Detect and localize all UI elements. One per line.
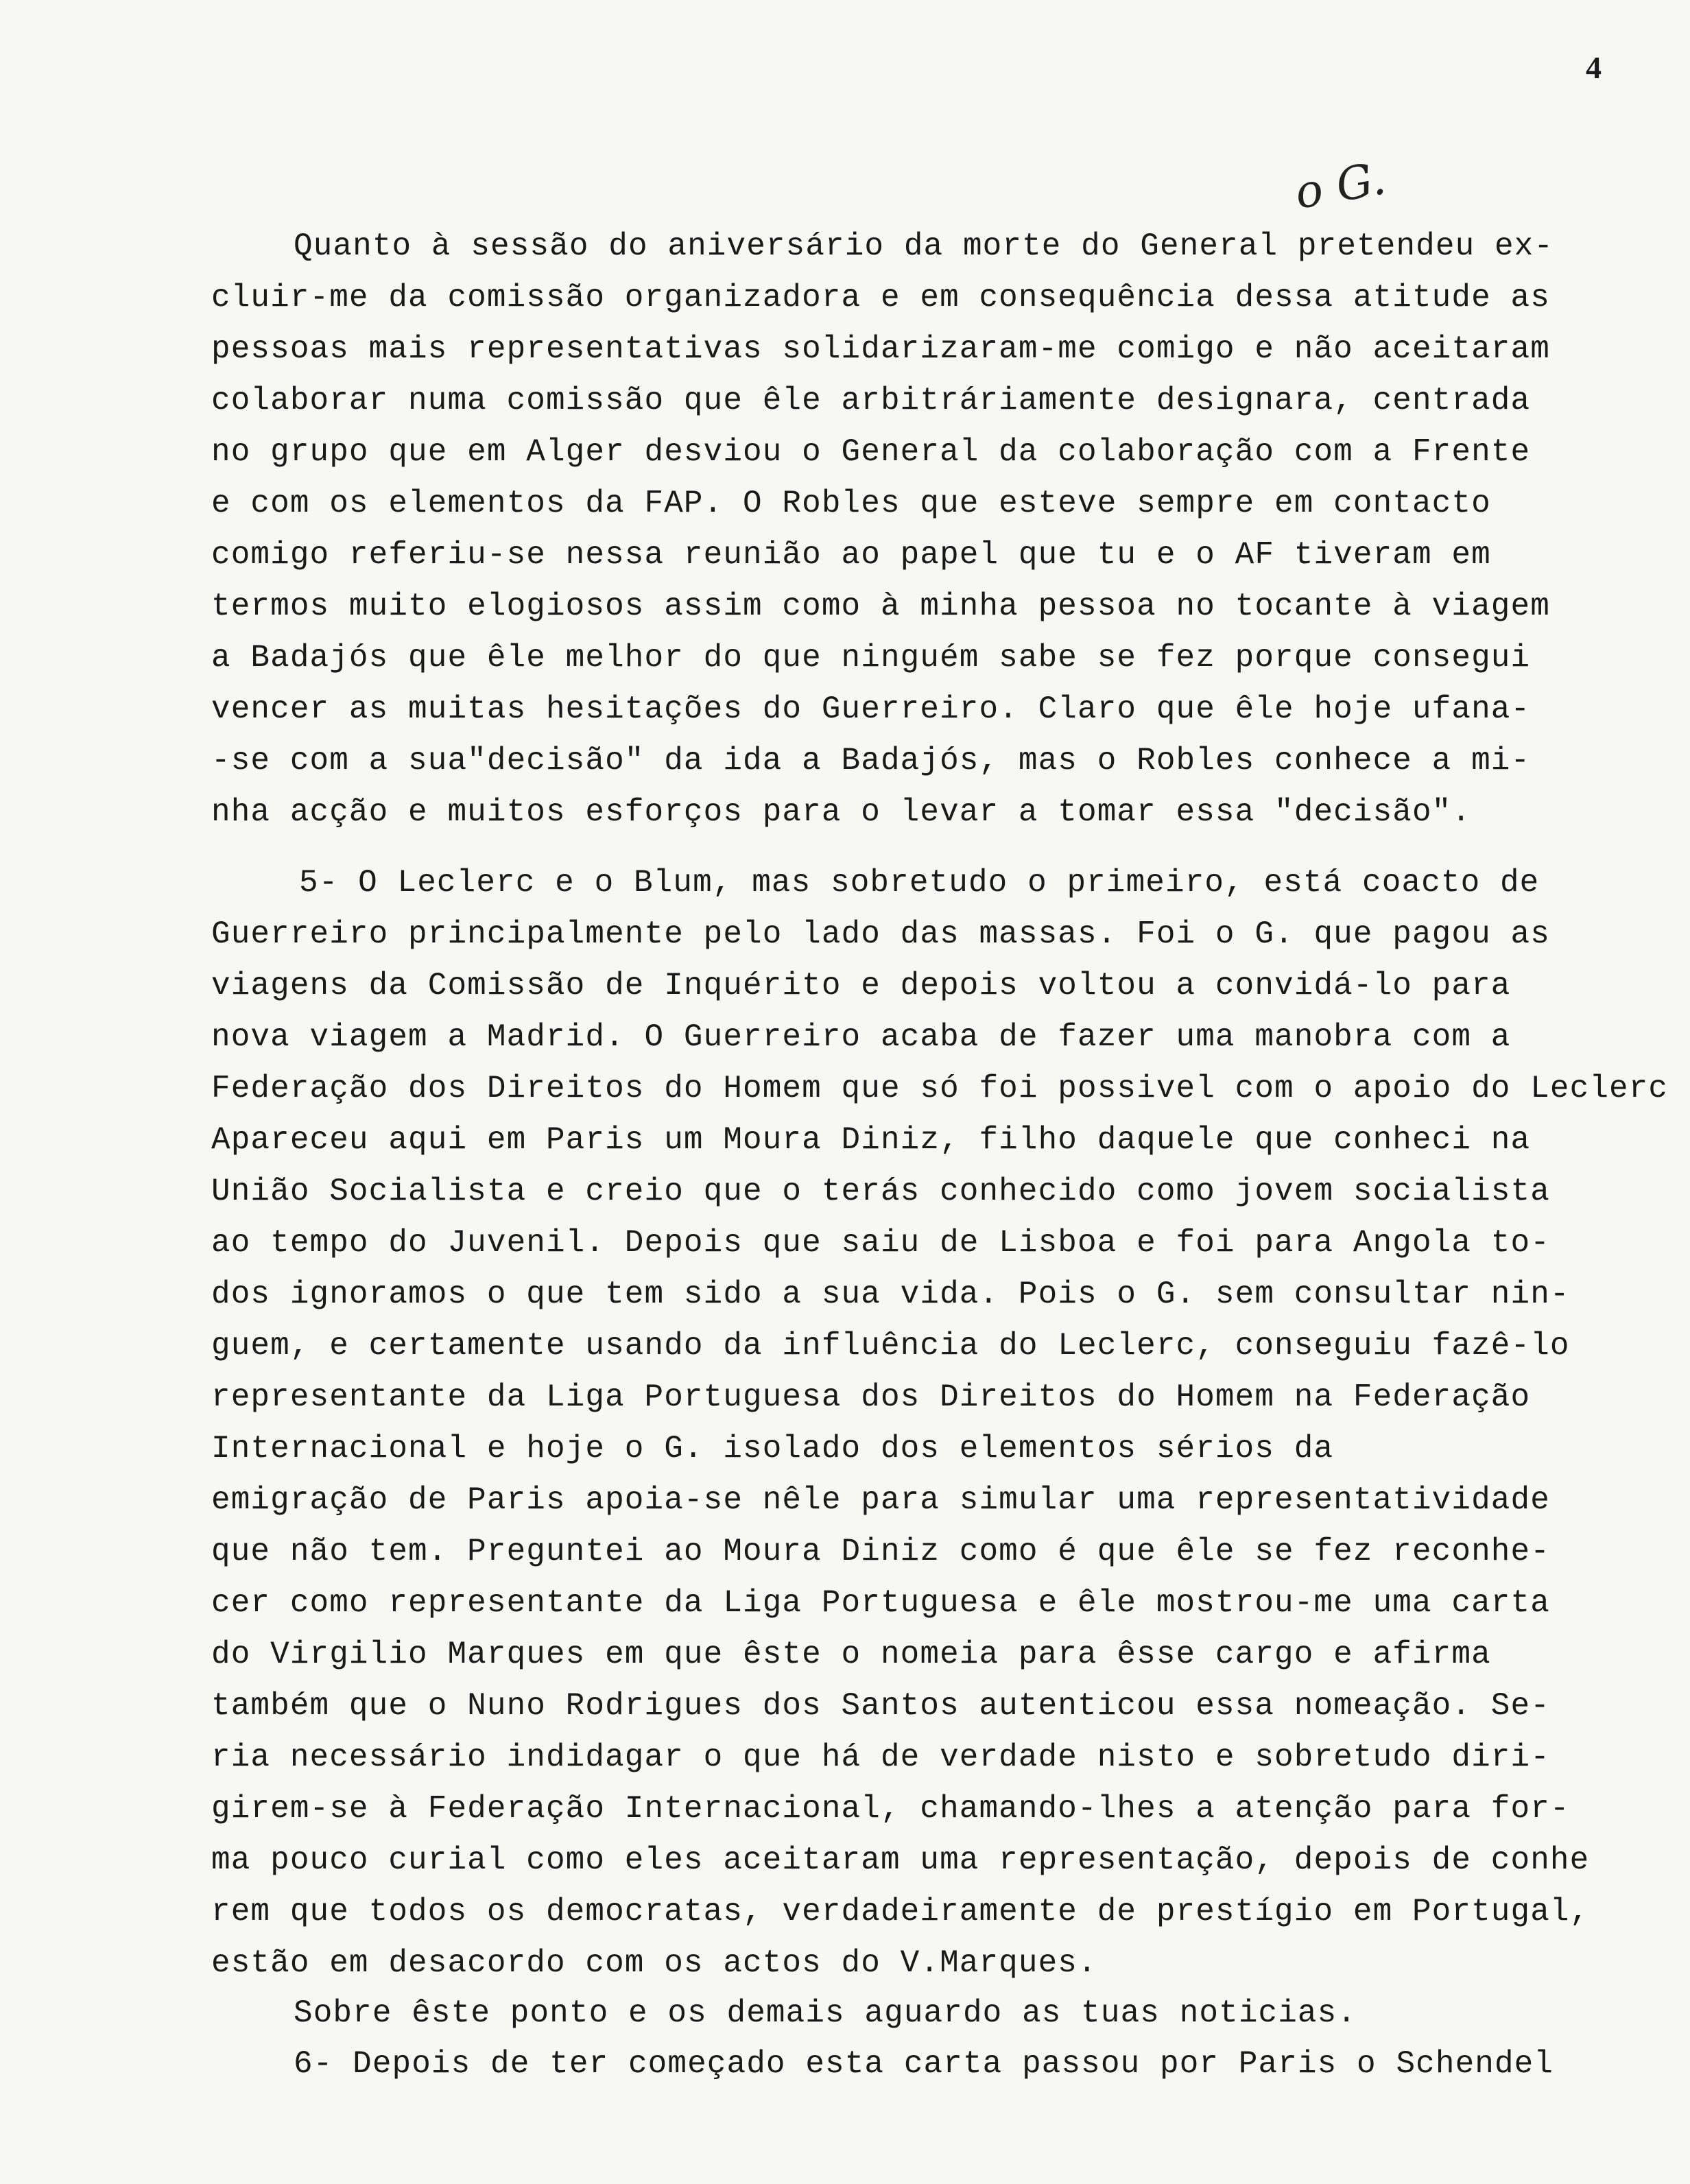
text-line: cer como representante da Liga Portuguesa e êle mostrou-me uma carta: [211, 1585, 1550, 1621]
text-line: a Badajós que êle melhor do que ninguém sabe se fez porque consegui: [211, 640, 1531, 676]
text-line: estão em desacordo com os actos do V.Marques.: [211, 1945, 1097, 1981]
text-line: -se com a sua"decisão" da ida a Badajós, mas o Robles conhece a mi-: [211, 743, 1531, 779]
text-line: Quanto à sessão do aniversário da morte do General pretendeu ex-: [294, 228, 1554, 264]
text-line: representante da Liga Portuguesa dos Direitos do Homem na Federação: [211, 1379, 1531, 1415]
text-line: dos ignoramos o que tem sido a sua vida. Pois o G. sem consultar nin-: [211, 1277, 1570, 1312]
text-line: termos muito elogiosos assim como à minha pessoa no tocante à viagem: [211, 589, 1550, 624]
text-line: cluir-me da comissão organizadora e em consequência dessa atitude as: [211, 280, 1550, 316]
text-line: nova viagem a Madrid. O Guerreiro acaba de fazer uma manobra com a: [211, 1019, 1511, 1055]
page-number: 4: [1586, 50, 1602, 85]
text-line: emigração de Paris apoia-se nêle para simular uma representatividade: [211, 1482, 1550, 1518]
text-line: girem-se à Federação Internacional, chamando-lhes a atenção para for-: [211, 1791, 1570, 1827]
paragraph-sessao-aniversario: [211, 221, 1658, 838]
text-line: ao tempo do Juvenil. Depois que saiu de Lisboa e foi para Angola to-: [211, 1225, 1550, 1261]
text-line: viagens da Comissão de Inquérito e depois voltou a convidá-lo para: [211, 968, 1511, 1004]
paragraph-item-6: [211, 2039, 1658, 2090]
text-line: colaborar numa comissão que êle arbitráriamente designara, centrada: [211, 383, 1531, 418]
text-line: ria necessário indidagar o que há de verdade nisto e sobretudo diri-: [211, 1740, 1550, 1775]
text-line: vencer as muitas hesitações do Guerreiro. Claro que êle hoje ufana-: [211, 691, 1531, 727]
text-line: ma pouco curial como eles aceitaram uma representação, depois de conhe: [211, 1842, 1590, 1878]
text-line: Apareceu aqui em Paris um Moura Diniz, filho daquele que conheci na: [211, 1122, 1531, 1158]
text-line: pessoas mais representativas solidarizaram-me comigo e não aceitaram: [211, 331, 1550, 367]
text-line: Guerreiro principalmente pelo lado das massas. Foi o G. que pagou as: [211, 916, 1550, 952]
text-line: no grupo que em Alger desviou o General da colaboração com a Frente: [211, 434, 1531, 470]
text-line: 6- Depois de ter começado esta carta passou por Paris o Schendel: [294, 2046, 1554, 2082]
paragraph-item-5: [211, 857, 1669, 1989]
text-line: nha acção e muitos esforços para o levar a tomar essa "decisão".: [211, 794, 1472, 830]
text-line: comigo referiu-se nessa reunião ao papel que tu e o AF tiveram em: [211, 537, 1491, 573]
paragraph-aguardo-noticias: [211, 1988, 1658, 2039]
text-line: Federação dos Direitos do Homem que só foi possivel com o apoio do Leclerc: [211, 1071, 1669, 1106]
text-line: que não tem. Preguntei ao Moura Diniz como é que êle se fez reconhe-: [211, 1534, 1550, 1569]
text-line: guem, e certamente usando da influência do Leclerc, conseguiu fazê-lo: [211, 1328, 1570, 1364]
text-line: e com os elementos da FAP. O Robles que esteve sempre em contacto: [211, 486, 1491, 521]
handwritten-annotation: o G.: [1291, 152, 1390, 219]
text-line: União Socialista e creio que o terás conhecido como jovem socialista: [211, 1174, 1550, 1209]
text-line: também que o Nuno Rodrigues dos Santos autenticou essa nomeação. Se-: [211, 1688, 1550, 1724]
text-line: Internacional e hoje o G. isolado dos elementos sérios da: [211, 1431, 1334, 1467]
text-line: 5- O Leclerc e o Blum, mas sobretudo o primeiro, está coacto de: [299, 865, 1540, 901]
text-line: do Virgilio Marques em que êste o nomeia para êsse cargo e afirma: [211, 1637, 1491, 1672]
text-line: Sobre êste ponto e os demais aguardo as tuas noticias.: [294, 1995, 1357, 2031]
text-line: rem que todos os democratas, verdadeiramente de prestígio em Portugal,: [211, 1894, 1590, 1930]
